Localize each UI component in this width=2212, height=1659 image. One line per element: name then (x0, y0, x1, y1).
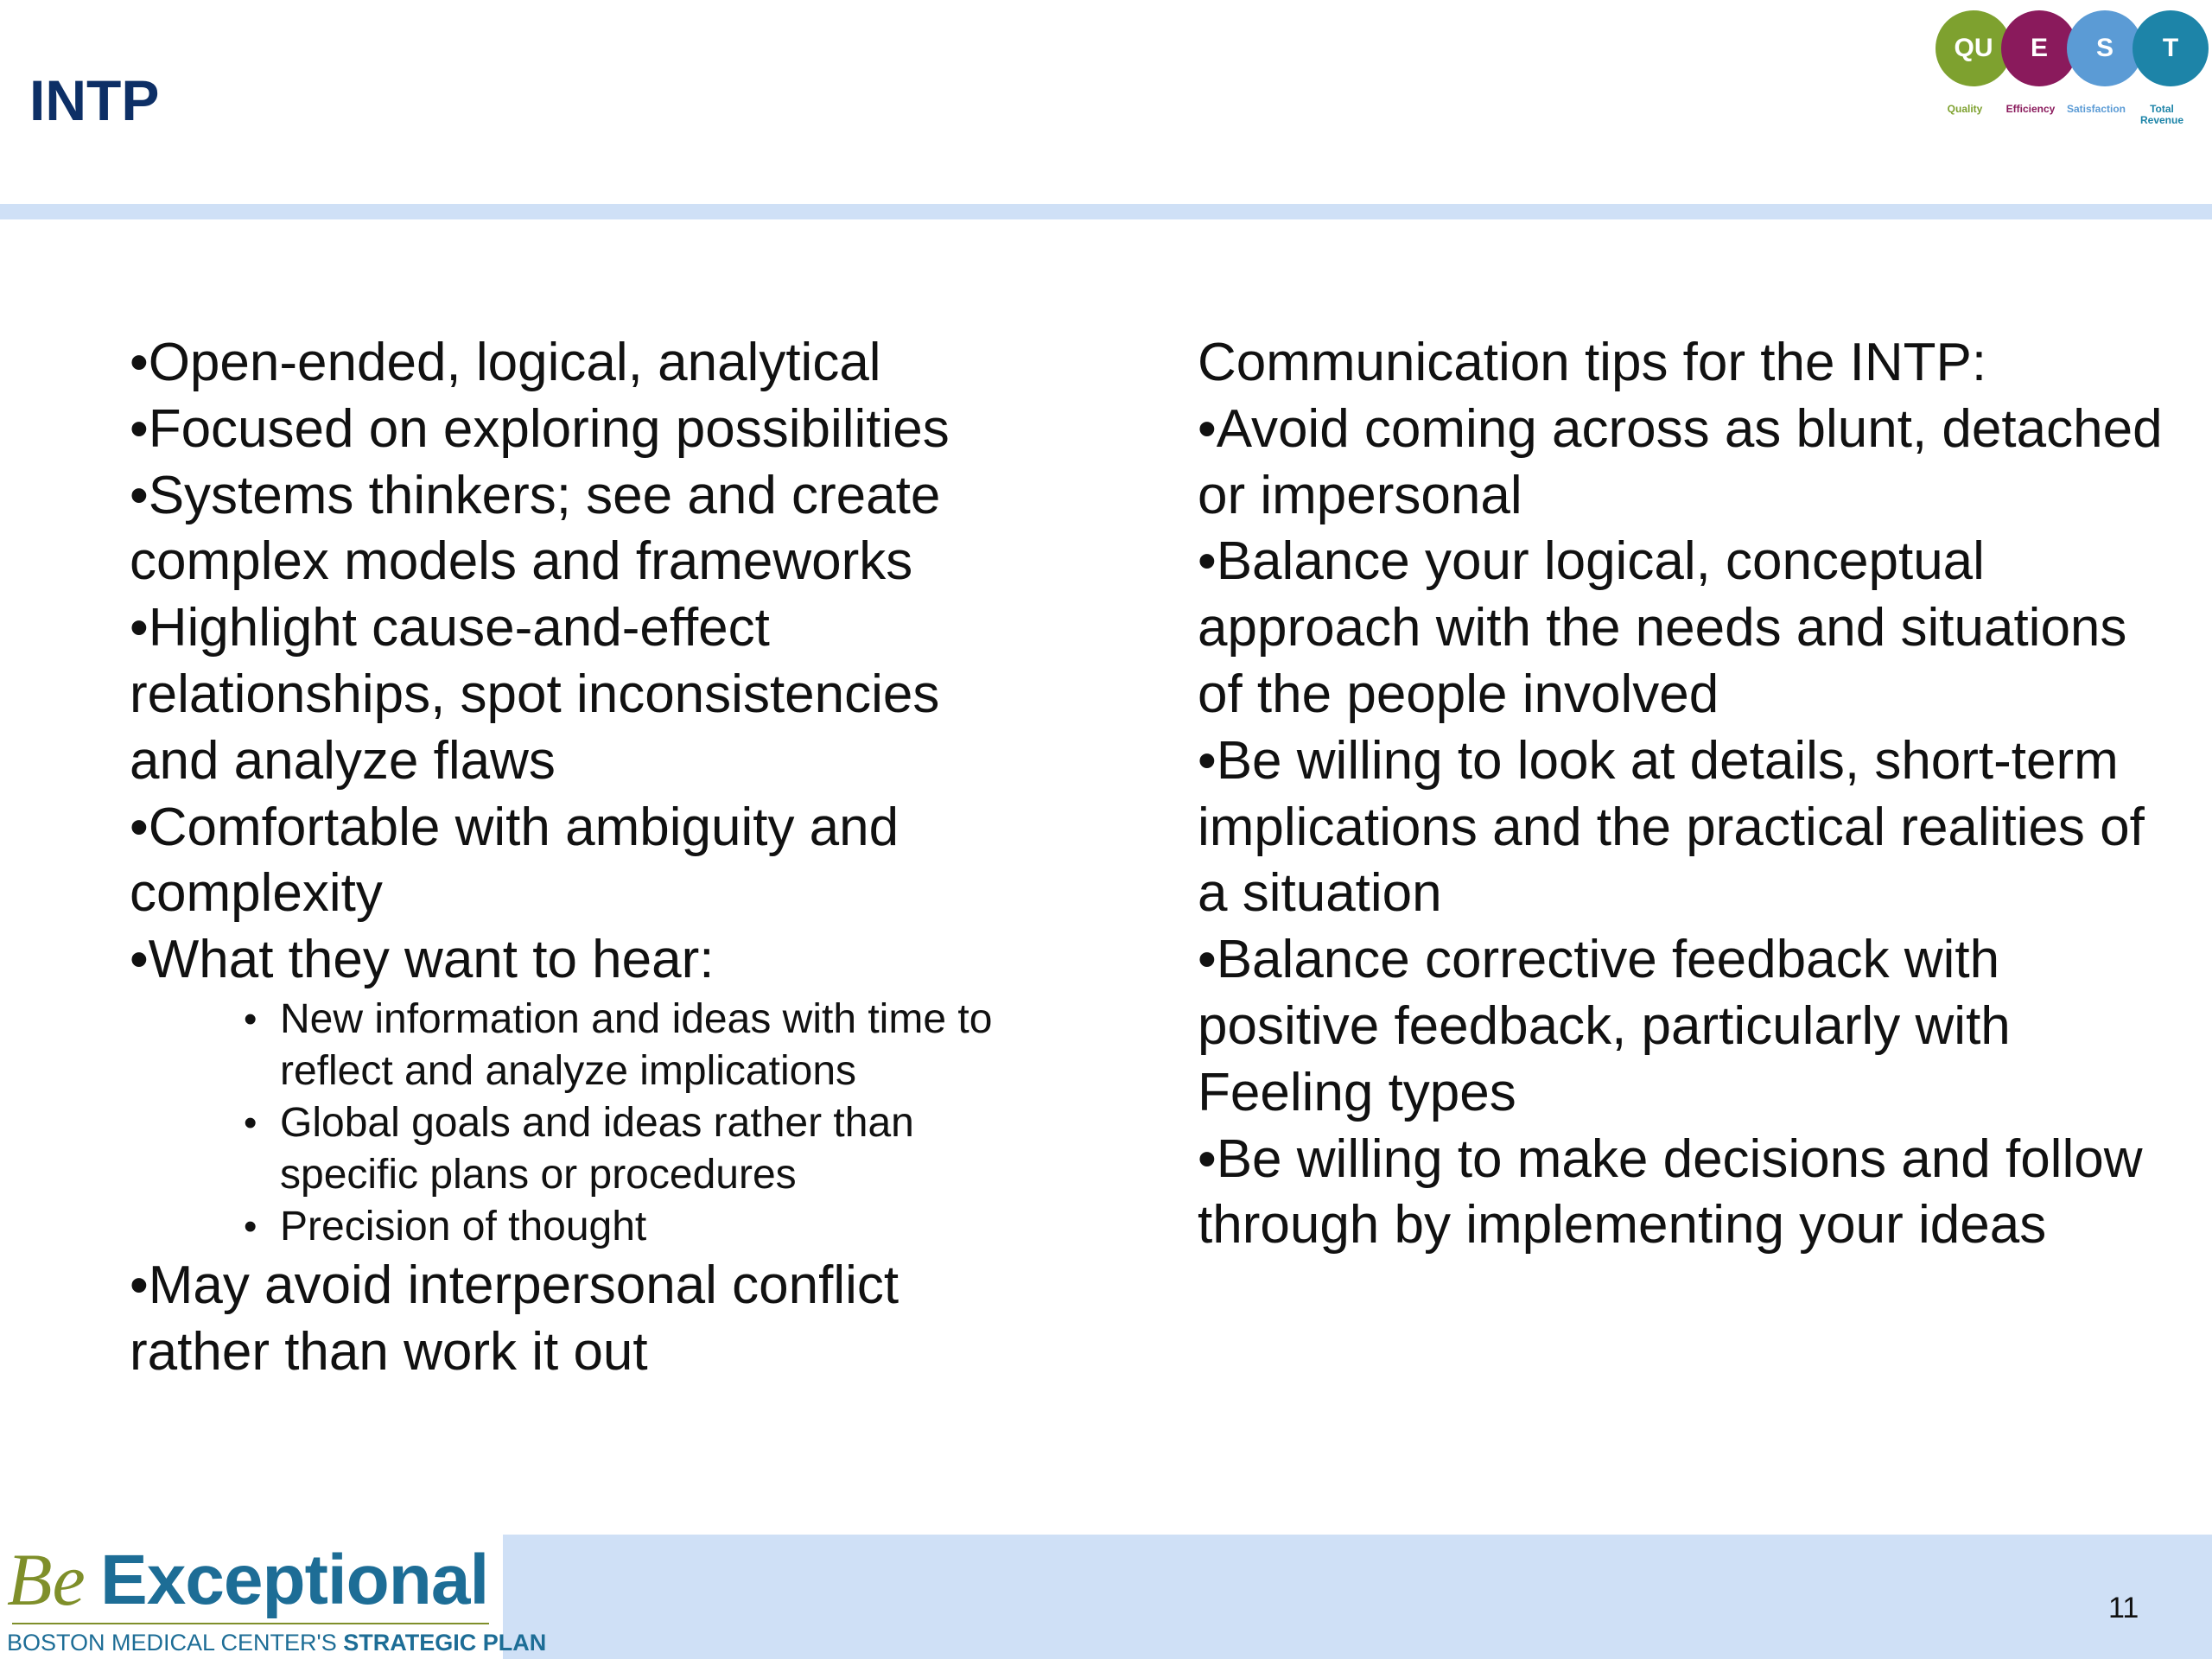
quest-circle-total-revenue: T (2133, 10, 2209, 86)
right-bullet: •Be willing to make decisions and follow through by implementing your ideas (1198, 1128, 2143, 1255)
left-bullet: •Focused on exploring possibilities (130, 398, 950, 459)
tagline-regular: BOSTON MEDICAL CENTER'S (7, 1630, 344, 1656)
sublist-item: • New information and ideas with time to reflect and analyze implications (280, 994, 1037, 1097)
quest-circle-efficiency: E (2001, 10, 2077, 86)
logo-underline (12, 1623, 489, 1624)
quest-circle-satisfaction: S (2067, 10, 2143, 86)
quest-label-satisfaction: Satisfaction (2066, 103, 2126, 115)
quest-logo (1927, 7, 2212, 137)
quest-label-total-revenue: Total Revenue (2139, 103, 2184, 126)
right-column (1198, 330, 2165, 1259)
left-bullet: •May avoid interpersonal conflict rather than work it out (130, 1255, 899, 1382)
footer-band (503, 1535, 2212, 1659)
slide-title: INTP (29, 68, 160, 132)
right-bullet: •Balance corrective feedback with positive feedback, particularly with Feeling types (1198, 930, 2011, 1122)
quest-circle-quality: QU (1936, 10, 2012, 86)
left-bullet: •Comfortable with ambiguity and complexity (130, 797, 899, 924)
logo-exceptional-word: Exceptional (100, 1541, 489, 1619)
left-column (130, 330, 1037, 1386)
right-bullet: •Be willing to look at details, short-term implications and the practical realities of a situation (1198, 730, 2145, 924)
left-bullet: •Systems thinkers; see and create complex models and frameworks (130, 465, 941, 592)
sublist-item: • Precision of thought (280, 1201, 1037, 1253)
sublist-item: • Global goals and ideas rather than specific plans or procedures (280, 1097, 1037, 1201)
header-divider (0, 204, 2212, 219)
quest-label-efficiency: Efficiency (2005, 103, 2056, 115)
logo-be-word: Be (7, 1538, 86, 1621)
communication-tips-heading: Communication tips for the INTP: (1198, 333, 1987, 392)
right-bullet: •Avoid coming across as blunt, detached or impersonal (1198, 398, 2163, 525)
logo-tagline (7, 1630, 546, 1656)
left-bullet: •What they want to hear: (130, 930, 715, 990)
be-exceptional-logo (7, 1529, 547, 1659)
page-number: 11 (2108, 1592, 2139, 1624)
tagline-bold: STRATEGIC PLAN (343, 1630, 547, 1656)
right-bullet: •Balance your logical, conceptual approach with the needs and situations of the people involved (1198, 531, 2127, 724)
left-bullet: •Highlight cause-and-effect relationships, spot inconsistencies and analyze flaws (130, 598, 940, 791)
what-they-want-sublist (130, 994, 1037, 1253)
quest-label-quality: Quality (1947, 103, 1983, 115)
left-bullet: •Open-ended, logical, analytical (130, 333, 881, 392)
